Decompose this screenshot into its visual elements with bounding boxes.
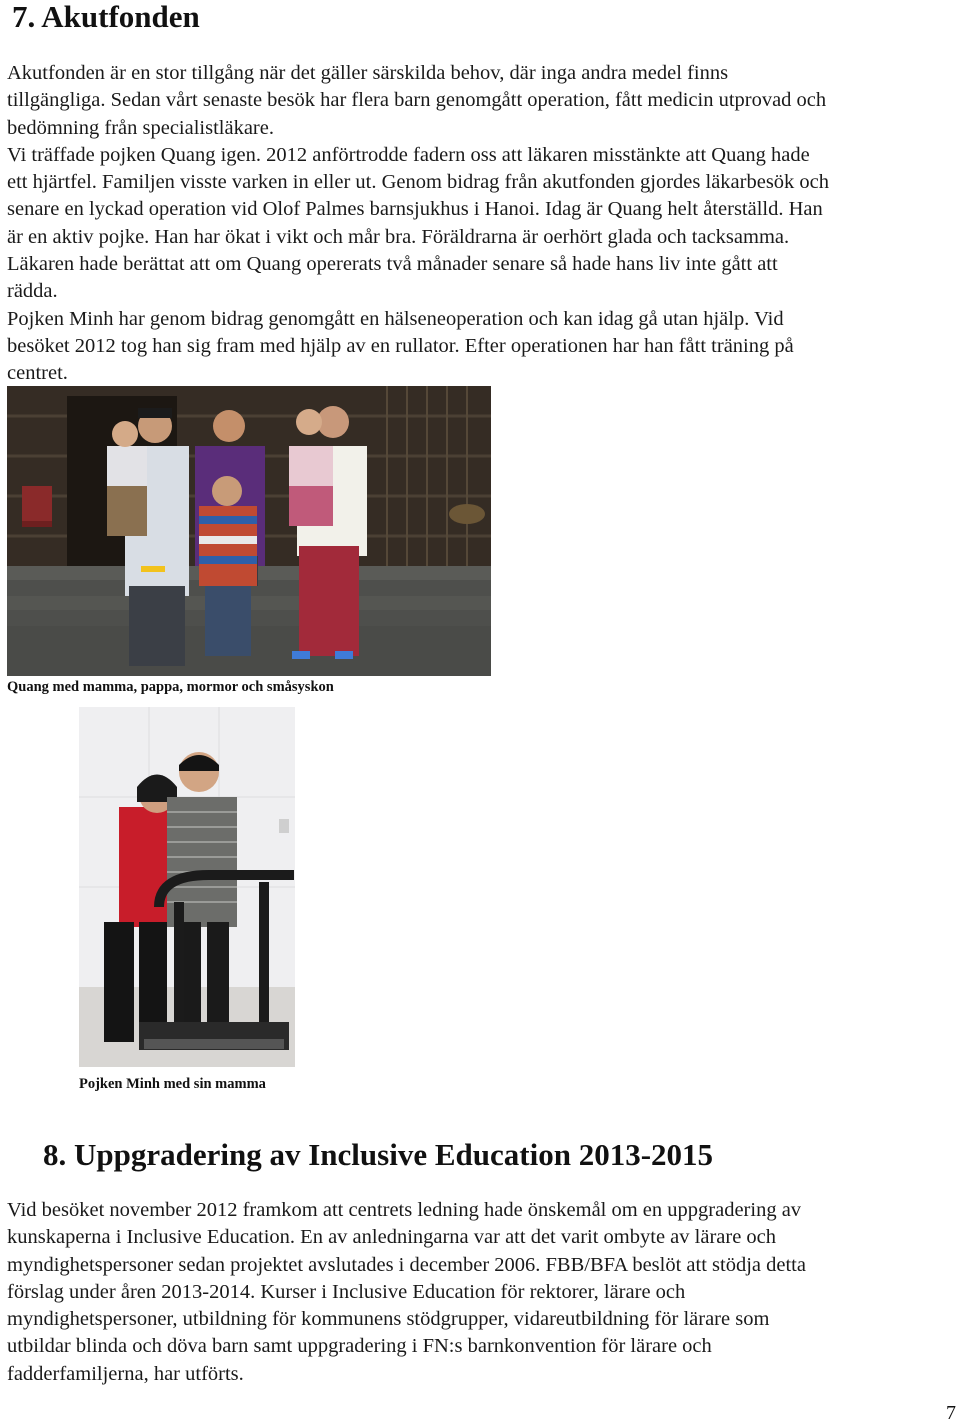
- text-line: tillgängliga. Sedan vårt senaste besök har flera barn genomgått operation, fått medicin utprovad och: [7, 89, 827, 112]
- treadmill-photo: [79, 707, 295, 1067]
- text-line: centret.: [7, 362, 68, 385]
- section-8-body: [7, 1197, 952, 1388]
- section-7-heading: 7. Akutfonden: [12, 0, 200, 34]
- text-line: Vid besöket november 2012 framkom att centrets ledning hade önskemål om en uppgradering av: [7, 1199, 802, 1221]
- section-8-heading: 8. Uppgradering av Inclusive Education 2013-2015: [43, 1137, 714, 1172]
- text-line: Akutfonden är en stor tillgång när det gäller särskilda behov, där inga andra medel finns: [7, 62, 729, 84]
- family-photo: [7, 386, 491, 676]
- text-line: Läkaren hade berättat att om Quang opererats två månader senare så hade hans liv inte gått att: [7, 253, 778, 276]
- text-line: Vi träffade pojken Quang igen. 2012 anförtrodde fadern oss att läkaren misstänkte att Quang hade: [7, 143, 810, 166]
- section-7-body: [7, 60, 952, 388]
- family-photo-caption: Quang med mamma, pappa, mormor och småsyskon: [7, 679, 334, 695]
- text-line: senare en lyckad operation vid Olof Palmes barnsjukhus i Hanoi. Idag är Quang helt återställd. Han: [7, 198, 823, 221]
- text-line: ett hjärtfel. Familjen visste varken in eller ut. Genom bidrag från akutfonden gjordes läkarbesök och: [7, 171, 830, 194]
- text-line: utbildar blinda och döva barn samt uppgradering i FN:s barnkonvention för lärare och: [7, 1335, 712, 1358]
- text-line: kunskaperna i Inclusive Education. En av anledningarna var att det varit ombyte av lärare och: [7, 1226, 777, 1249]
- text-line: myndighetspersoner, utbildning för kommunens stödgrupper, vidareutbildning för lärare som: [7, 1308, 770, 1331]
- text-line: rädda.: [7, 280, 58, 303]
- text-line: Pojken Minh har genom bidrag genomgått en hälseneoperation och kan idag gå utan hjälp. Vid: [7, 307, 784, 330]
- text-line: är en aktiv pojke. Han har ökat i vikt och mår bra. Föräldrarna är oerhört glada och tacksamma.: [7, 225, 790, 248]
- text-line: myndighetspersoner sedan projektet avslutades i december 2006. FBB/BFA beslöt att stödja detta: [7, 1253, 806, 1276]
- treadmill-photo-caption: Pojken Minh med sin mamma: [79, 1076, 266, 1092]
- text-line: bedömning från specialistläkare.: [7, 116, 274, 139]
- page-number: 7: [946, 1402, 956, 1424]
- text-line: besöket 2012 tog han sig fram med hjälp av en rullator. Efter operationen har han fått träning på: [7, 334, 794, 357]
- text-line: förslag under åren 2013-2014. Kurser i Inclusive Education för rektorer, lärare och: [7, 1280, 686, 1303]
- text-line: fadderfamiljerna, har utförts.: [7, 1362, 244, 1385]
